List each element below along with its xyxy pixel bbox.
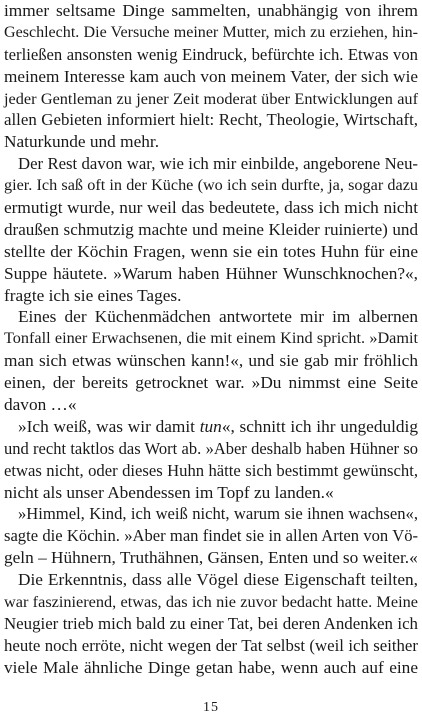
text-line: allen Gebieten informiert hielt: Recht, Theologie, Wirtschaft,: [4, 110, 418, 130]
text-line: fragte ich sie eines Tages.: [4, 285, 182, 305]
text-line: »Himmel, Kind, ich weiß nicht, warum sie ihnen wachsen«,: [18, 504, 418, 524]
text-line: ermutigt wurde, nur weil das bedeutete, dass ich mich nicht: [4, 198, 418, 218]
text-line: Suppe häutete. »Warum haben Hühner Wunschknochen?«,: [4, 263, 418, 283]
text-line: Die Erkenntnis, dass alle Vögel diese Eigenschaft teilten,: [18, 570, 418, 590]
text-line: meinem Interesse kam auch von meinem Vater, der sich wie: [4, 66, 418, 86]
text-line: draußen schmutzig machte und meine Kleider ruinierte) und: [4, 219, 418, 239]
text-line: nicht als unser Abendessen im Topf zu landen.«: [4, 482, 334, 502]
text-line: Der Rest davon war, wie ich mir einbilde, angeborene Neu-: [18, 154, 418, 174]
text-line: einen, der bereits getrocknet war. »Du nimmst eine Seite: [4, 373, 418, 393]
text-line: »Ich weiß, was wir damit tun«, schnitt ich ihr ungeduldig: [18, 416, 418, 436]
body-text: [4, 0, 418, 679]
text-line: terließen ansonsten wenig Eindruck, befürchte ich. Etwas von: [4, 44, 418, 64]
text-line: Neugier trieb mich bald zu einer Tat, bei deren Andenken ich: [4, 613, 418, 633]
text-line: heute noch erröte, nicht wegen der Tat selbst (weil ich seither: [4, 635, 418, 655]
text-line: und recht taktlos das Wort ab. »Aber deshalb haben Hühner so: [4, 438, 418, 458]
text-line: Tonfall einer Erwachsenen, die mit einem Kind spricht. »Damit: [4, 329, 418, 348]
text-line: Geschlecht. Die Versuche meiner Mutter, mich zu erziehen, hin-: [4, 23, 418, 41]
text-line: etwas nicht, oder dieses Huhn hätte sich bestimmt gewünscht,: [4, 460, 418, 480]
text-line: jeder Gentleman zu jener Zeit moderat über Entwicklungen auf: [4, 88, 418, 108]
text-line: war faszinierend, etwas, das ich nie zuvor bedacht hatte. Meine: [4, 592, 418, 612]
text-line: davon …«: [4, 395, 77, 415]
text-line: Naturkunde und mehr.: [4, 132, 160, 152]
text-line: stellte der Köchin Fragen, wenn sie ein totes Huhn für eine: [4, 241, 418, 261]
page-number: 15: [203, 700, 219, 715]
text-line: sagte die Köchin. »Aber man findet sie in allen Arten von Vö-: [4, 526, 418, 546]
text-line: Eines der Küchenmädchen antwortete mir im albernen: [18, 307, 418, 327]
text-line: immer seltsame Dinge sammelten, unabhängig von ihrem: [4, 1, 418, 20]
text-line: man sich etwas wünschen kann!«, und sie gab mir fröhlich: [4, 351, 418, 371]
text-line: viele Male ähnliche Dinge getan habe, wenn auch auf eine: [4, 657, 418, 677]
text-line: geln – Hühnern, Truthähnen, Gänsen, Enten und so weiter.«: [4, 548, 418, 568]
text-line: gier. Ich saß oft in der Küche (wo ich sein durfte, ja, sogar dazu: [4, 176, 418, 195]
